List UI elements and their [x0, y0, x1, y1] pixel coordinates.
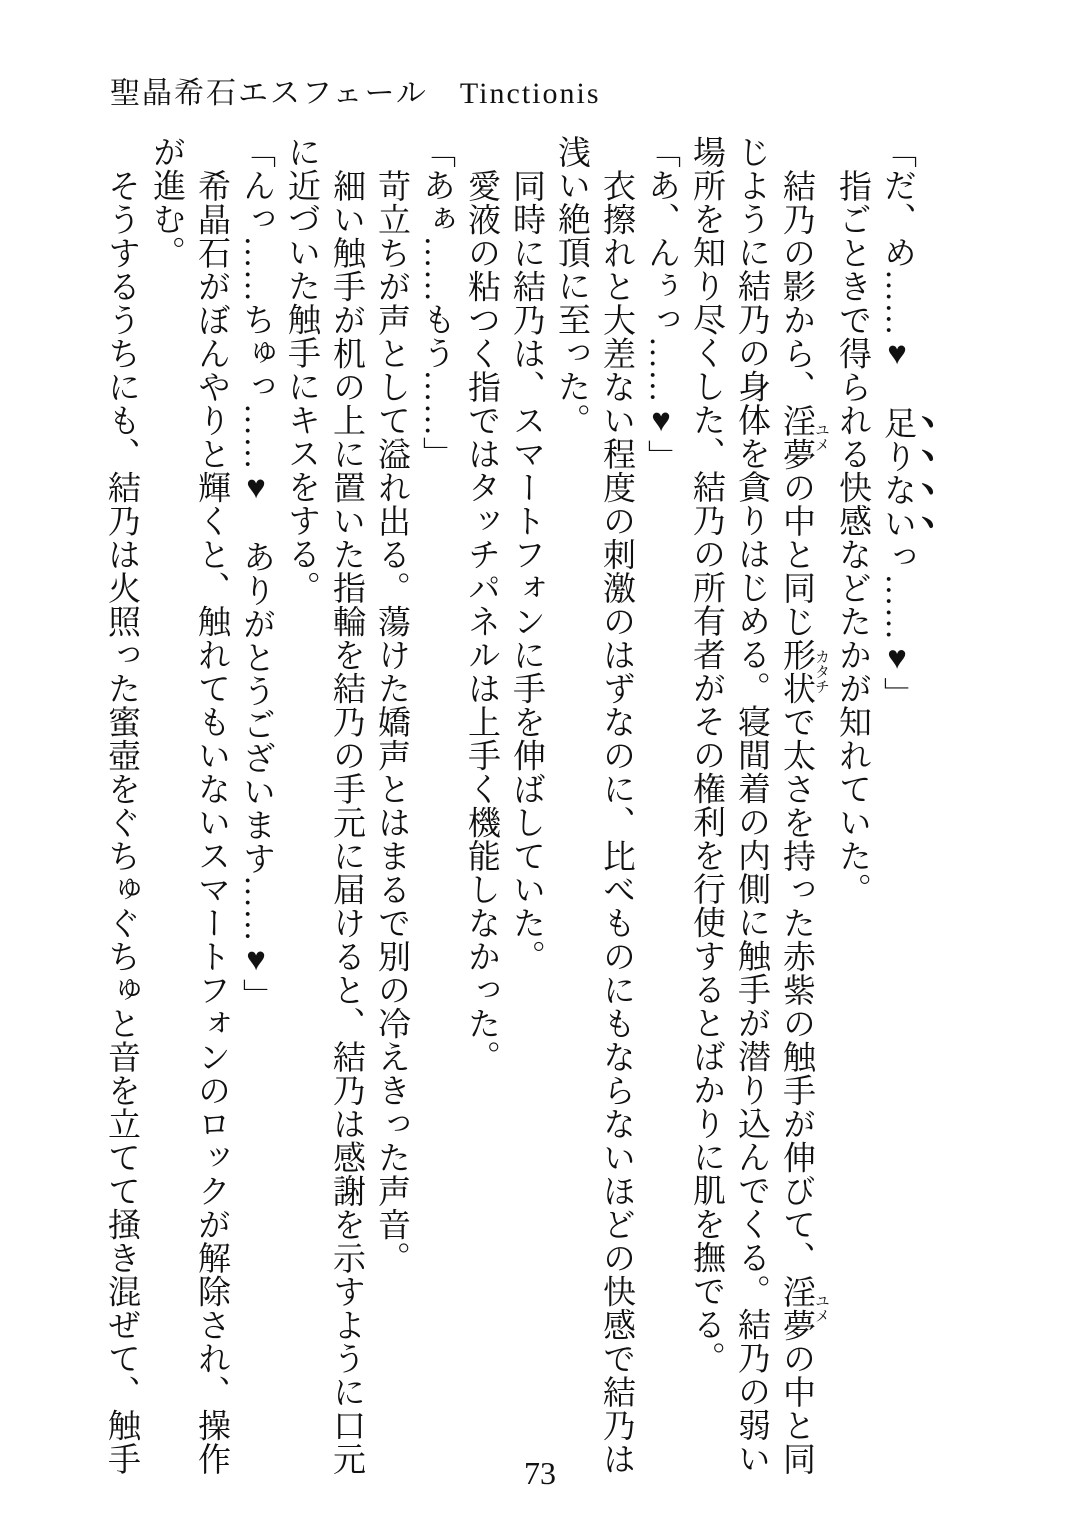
ruby-annotated-text: 淫夢 ユメ — [778, 403, 829, 471]
ruby-annotated-text: 形状 カタチ — [778, 638, 829, 705]
text-segment: 結乃の影から、 — [778, 169, 814, 404]
text-segment: 衣擦れと大差ない程度の刺激のはずなのに、比べものにもならないほどの快感で結乃は — [598, 169, 634, 1476]
text-column — [548, 135, 593, 1465]
text-segment: 「あ、んぅっ……♥」 — [643, 135, 679, 473]
text-segment: っ……♥」 — [879, 540, 915, 711]
text-segment: 「あぁ……もう……」 — [418, 135, 454, 470]
text-column — [368, 135, 413, 1465]
text-segment: 細い触手が机の上に置いた指輪を結乃の手元に届けると、結乃は感謝を示すように口元 — [328, 169, 364, 1476]
text-column — [728, 135, 773, 1475]
text-column — [638, 135, 683, 1465]
text-column — [458, 135, 503, 1465]
text-column — [874, 135, 940, 1465]
text-column — [683, 135, 728, 1465]
text-segment: 浅い絶頂に至った。 — [553, 135, 589, 437]
emphasized-text: 足りない — [879, 406, 915, 540]
text-column — [413, 135, 458, 1465]
text-segment: 場所を知り尽くした、結乃の所有者がその権利を行使するとばかりに肌を撫でる。 — [688, 135, 724, 1375]
running-head-title: 聖晶希石エスフェール Tinctionis — [110, 77, 601, 110]
text-segment: じように結乃の身体を貪りはじめる。寝間着の内側に触手が潜り込んでくる。結乃の弱い — [733, 135, 769, 1475]
text-column — [773, 135, 829, 1476]
text-column — [503, 135, 548, 1465]
text-column — [323, 135, 368, 1476]
text-segment: の中と同 — [778, 1341, 814, 1476]
text-segment: 同時に結乃は、スマートフォンに手を伸ばしていた。 — [508, 169, 544, 973]
text-segment: そうするうちにも、結乃は火照った蜜壺をぐちゅぐちゅと音を立てて掻き混ぜて、触手 — [103, 169, 139, 1476]
text-column — [98, 135, 143, 1476]
text-column — [593, 135, 638, 1476]
text-segment: が進む。 — [148, 135, 184, 269]
text-segment: 愛液の粘つく指ではタッチパネルは上手く機能しなかった。 — [463, 169, 499, 1074]
text-segment: 「んっ……ちゅっ……♥ ありがとうございます……♥」 — [238, 135, 274, 1012]
text-segment: で太さを持った赤紫の触手が伸びて、 — [778, 705, 814, 1275]
text-segment: 指ごときで得られる快感などたかが知れていた。 — [834, 169, 870, 906]
text-segment: 希晶石がぼんやりと輝くと、触れてもいないスマートフォンのロックが解除され、操作 — [193, 169, 229, 1476]
text-column — [829, 135, 874, 1465]
text-column — [143, 135, 188, 1465]
ruby-annotated-text: 淫夢 ユメ — [778, 1274, 829, 1342]
text-segment: に近づいた触手にキスをする。 — [283, 135, 319, 604]
text-column — [278, 135, 323, 1465]
text-segment: 苛立ちが声として溢れ出る。蕩けた嬌声とはまるで別の冷えきった声音。 — [373, 169, 409, 1275]
text-segment: の中と同じ — [778, 470, 814, 638]
page-number: 73 — [524, 1455, 556, 1491]
text-column — [188, 135, 233, 1476]
text-column — [233, 135, 278, 1465]
text-segment: 「だ、め……♥ — [879, 135, 915, 406]
